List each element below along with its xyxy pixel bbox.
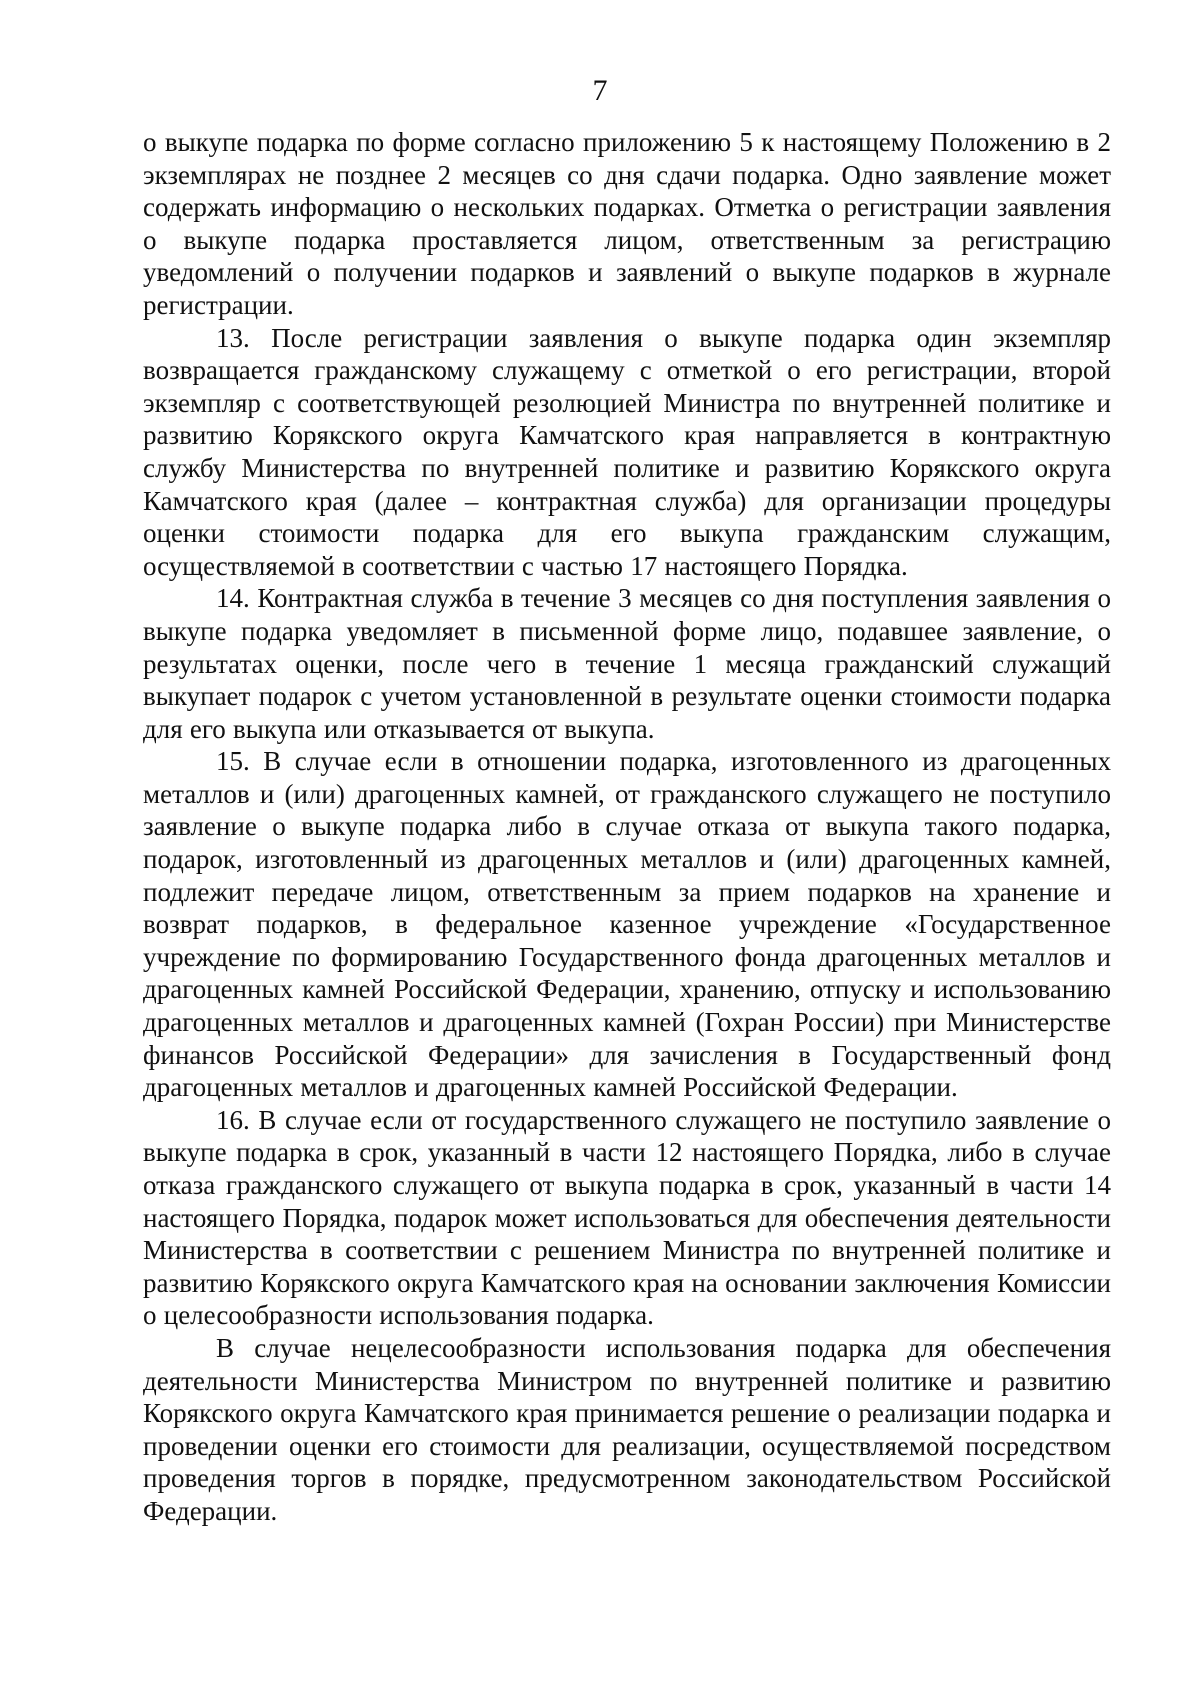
document-body xyxy=(143,126,1111,1528)
paragraph-15: 15. В случае если в отношении подарка, изготовленного из драгоценных металлов и (или) драгоценных камней, от гражданского служащего не поступило заявление о выкупе подарка либо в случае отказа от выкупа такого подарка, подарок, изготовленный из драгоценных металлов и (или) драгоценных камней, подлежит передаче лицом, ответственным за прием подарков на хранение и возврат подарков, в федеральное казенное учреждение «Государственное учреждение по формированию Государственного фонда драгоценных металлов и драгоценных камней Российской Федерации, хранению, отпуску и использованию драгоценных металлов и драгоценных камней (Гохран России) при Министерстве финансов Российской Федерации» для зачисления в Государственный фонд драгоценных металлов и драгоценных камней Российской Федерации. xyxy=(143,746,1111,1103)
paragraph-13: 13. После регистрации заявления о выкупе подарка один экземпляр возвращается гражданскому служащему с отметкой о его регистрации, второй экземпляр с соответствующей резолюцией Министра по внутренней политике и развитию Корякского округа Камчатского края направляется в контрактную службу Министерства по внутренней политике и развитию Корякского округа Камчатского края (далее – контрактная служба) для организации процедуры оценки стоимости подарка для его выкупа гражданским служащим, осуществляемой в соответствии с частью 17 настоящего Порядка. xyxy=(143,322,1111,581)
paragraph-16-continued: В случае нецелесообразности использования подарка для обеспечения деятельности Министерства Министром по внутренней политике и развитию Корякского округа Камчатского края принимается решение о реализации подарка и проведении оценки его стоимости для реализации, осуществляемой посредством проведения торгов в порядке, предусмотренном законодательством Российской Федерации. xyxy=(143,1332,1111,1526)
paragraph-14: 14. Контрактная служба в течение 3 месяцев со дня поступления заявления о выкупе подарка уведомляет в письменной форме лицо, подавшее заявление, о результатах оценки, после чего в течение 1 месяца гражданский служащий выкупает подарок с учетом установленной в результате оценки стоимости подарка для его выкупа или отказывается от выкупа. xyxy=(143,583,1111,744)
paragraph-continuation: о выкупе подарка по форме согласно приложению 5 к настоящему Положению в 2 экземплярах не позднее 2 месяцев со дня сдачи подарка. Одно заявление может содержать информацию о нескольких подарках. Отметка о регистрации заявления о выкупе подарка проставляется лицом, ответственным за регистрацию уведомлений о получении подарков и заявлений о выкупе подарков в журнале регистрации. xyxy=(143,127,1111,320)
page-number: 7 xyxy=(592,74,608,107)
paragraph-16: 16. В случае если от государственного служащего не поступило заявление о выкупе подарка в срок, указанный в части 12 настоящего Порядка, либо в случае отказа гражданского служащего от выкупа подарка в срок, указанный в части 14 настоящего Порядка, подарок может использоваться для обеспечения деятельности Министерства в соответствии с решением Министра по внутренней политике и развитию Корякского округа Камчатского края на основании заключения Комиссии о целесообразности использования подарка. xyxy=(143,1104,1111,1331)
